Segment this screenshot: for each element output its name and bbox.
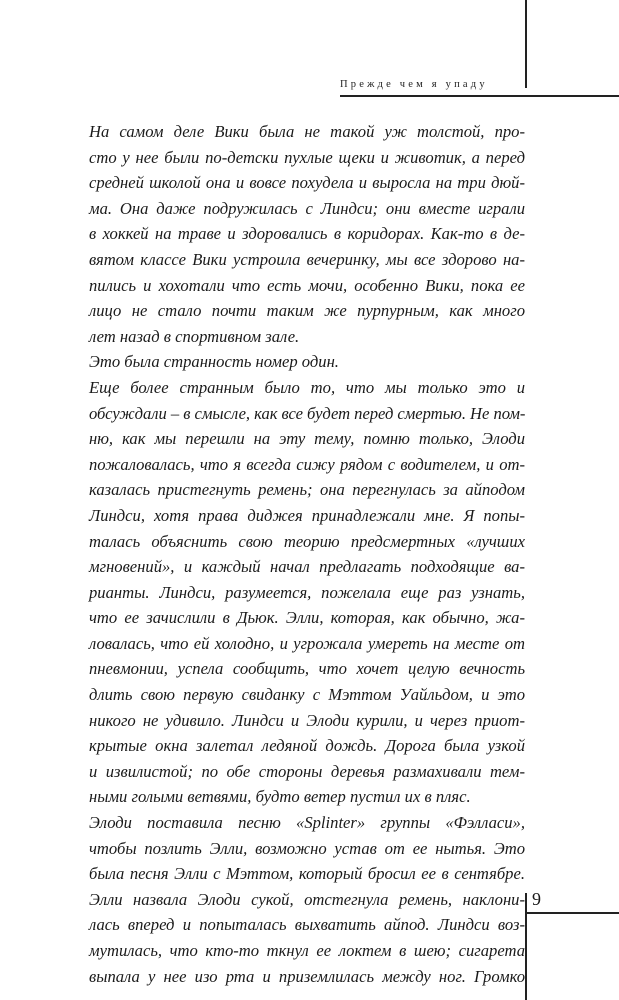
text-line: ню, как мы перешли на эту тему, помню только, Элоди <box>89 429 525 449</box>
text-line: Линдси, хотя права диджея принадлежали мне. Я попы- <box>89 505 525 525</box>
text-line: в хоккей на траве и здоровались в коридорах. Как-то в де- <box>89 224 525 244</box>
top-vertical-rule <box>525 0 527 88</box>
text-line: лась вперед и попыталась выхватить айпод. Линдси воз- <box>89 915 525 935</box>
bottom-horizontal-rule <box>525 912 619 914</box>
text-line: сто у нее были по-детски пухлые щеки и животик, а перед <box>89 147 525 167</box>
text-line: мгновений», и каждый начал предлагать подходящие ва- <box>89 557 525 577</box>
text-line: На самом деле Вики была не такой уж толстой, про- <box>89 122 525 141</box>
text-line: пневмонии, успела сообщить, что хочет целую вечность <box>89 659 525 679</box>
bottom-vertical-rule <box>525 893 527 1000</box>
text-line: ловалась, что ей холодно, и угрожала умереть на месте от <box>89 633 525 653</box>
text-line: Еще более странным было то, что мы только это и <box>89 377 525 397</box>
body-text <box>89 119 525 989</box>
text-line: лет назад в спортивном зале. <box>89 326 300 346</box>
text-line: мутилась, что кто-то ткнул ее локтем в шею; сигарета <box>89 941 525 960</box>
text-line: ма. Она даже подружилась с Линдси; они вместе играли <box>89 198 525 218</box>
text-line: была песня Элли с Мэттом, который бросил ее в сентябре. <box>89 864 525 884</box>
page-number: 9 <box>532 889 541 909</box>
text-line: ными голыми ветвями, будто ветер пустил их в пляс. <box>89 787 471 807</box>
text-line: вятом классе Вики устроила вечеринку, мы все здорово на- <box>89 249 525 269</box>
text-line: казалась пристегнуть ремень; она перегнулась за айподом <box>89 480 525 500</box>
text-line: Элли назвала Элоди сукой, отстегнула ремень, наклони- <box>89 889 525 909</box>
text-line: лицо не стало почти таким же пурпурным, как много <box>89 301 525 321</box>
text-line: выпала у нее изо рта и приземлилась между ног. Громко <box>89 966 525 986</box>
top-horizontal-rule <box>340 95 619 97</box>
text-line: крытые окна залетал ледяной дождь. Дорога была узкой <box>89 736 525 756</box>
text-line: Элоди поставила песню «Splinter» группы «Фэлласи», <box>89 813 525 833</box>
text-line: талась объяснить свою теорию предсмертных «лучших <box>89 531 525 551</box>
text-line: длить свою первую свиданку с Мэттом Уайльдом, и это <box>89 685 525 705</box>
text-line: обсуждали – в смысле, как все будет перед смертью. Не пом- <box>89 403 526 423</box>
text-line: чтобы позлить Элли, возможно устав от ее нытья. Это <box>89 838 525 858</box>
text-line: пились и хохотали что есть мочи, особенно Вики, пока ее <box>89 275 525 295</box>
text-line: что ее зачислили в Дьюк. Элли, которая, как обычно, жа- <box>89 608 525 628</box>
text-line: пожаловалась, что я всегда сижу рядом с водителем, и от- <box>89 454 525 474</box>
text-line: средней школой она и вовсе похудела и выросла на три дюй- <box>89 173 525 193</box>
text-line: и извилистой; по обе стороны деревья размахивали тем- <box>89 761 525 781</box>
text-line: Это была странность номер один. <box>89 352 339 372</box>
running-head: Прежде чем я упаду <box>340 79 488 90</box>
text-line: рианты. Линдси, разумеется, пожелала еще раз узнать, <box>89 582 525 602</box>
text-line: никого не удивило. Линдси и Элоди курили, и через приот- <box>89 710 525 730</box>
